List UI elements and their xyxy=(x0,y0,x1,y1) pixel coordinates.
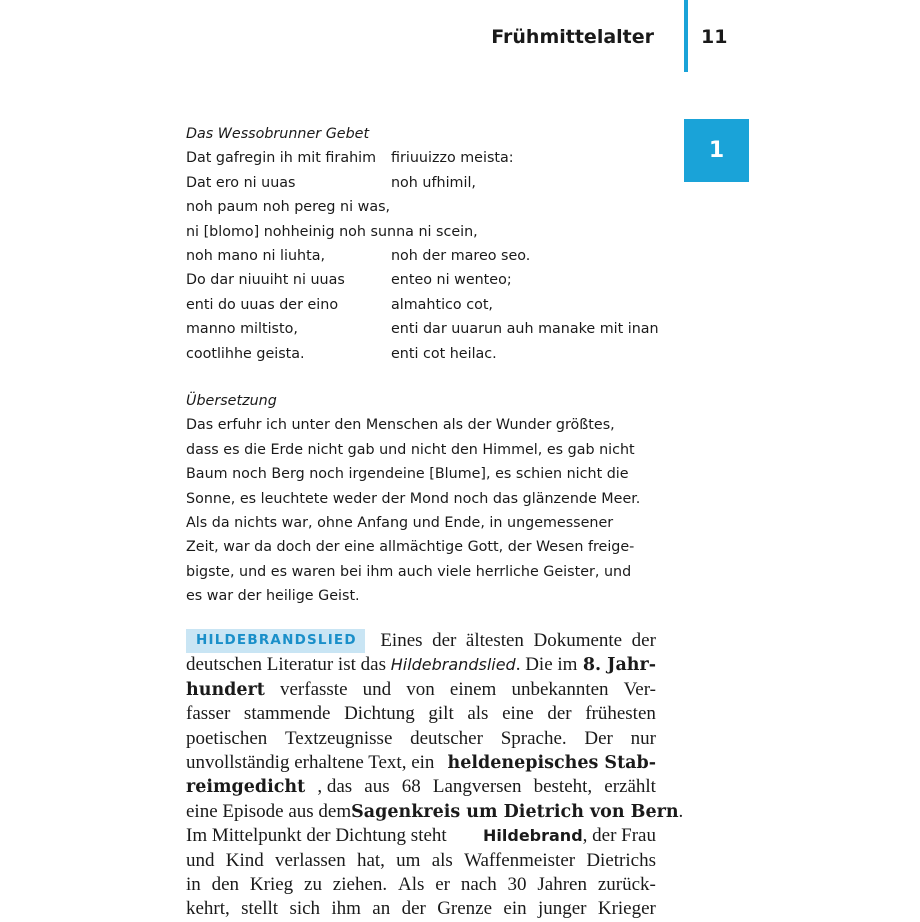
body-word: Der xyxy=(584,727,613,749)
body-word: als xyxy=(431,849,453,871)
body-line xyxy=(186,873,656,897)
body-word: deutscher xyxy=(410,727,483,749)
body-word: den xyxy=(211,874,240,896)
body-word: hat, xyxy=(356,849,385,871)
body-text: eine Episode aus dem xyxy=(186,800,352,822)
body-word: Krieg xyxy=(249,874,294,896)
body-word: Jahren xyxy=(537,874,587,896)
header-divider xyxy=(684,0,688,72)
poem-verse-first-half: Dat gafregin ih mit firahim xyxy=(186,150,377,167)
body-word: der xyxy=(547,703,572,725)
body-word: einem xyxy=(449,678,497,700)
translation-line: dass es die Erde nicht gab und nicht den Himmel, es gab nicht xyxy=(186,441,635,458)
body-emphasis: heldenepisches Stab- xyxy=(447,753,656,774)
body-word: stammende xyxy=(243,703,331,725)
body-line xyxy=(186,727,656,751)
poem-line xyxy=(186,244,666,268)
translation-line: Sonne, es leuchtete weder der Mond noch das glänzende Meer. xyxy=(186,490,641,507)
translation-line: Das erfuhr ich unter den Menschen als der Wunder größtes, xyxy=(186,417,615,434)
chapter-tab xyxy=(684,119,749,182)
body-word: Dietrichs xyxy=(586,849,656,871)
body-word: Dokumente xyxy=(533,630,623,651)
poem-verse-second-half: enti dar uuarun auh manake mit inan xyxy=(391,321,659,338)
body-line xyxy=(186,702,656,726)
body-word: unbekannten xyxy=(511,678,609,700)
translation-block xyxy=(186,389,656,609)
body-word: Kind xyxy=(225,849,264,871)
translation-line: bigste, und es waren bei ihm auch viele herrliche Geister, und xyxy=(186,563,632,580)
body-word: von xyxy=(406,678,435,700)
poem-verse-first-half: Do dar niuuiht ni uuas xyxy=(186,272,345,289)
body-text: deutschen Literatur ist das Hildebrandslied. Die im xyxy=(186,654,578,676)
body-word: in xyxy=(186,874,201,896)
poem-verse-second-half: noh ufhimil, xyxy=(391,174,476,191)
body-word: Eines xyxy=(380,630,423,651)
body-word: und xyxy=(186,849,215,871)
body-word: ältesten xyxy=(465,630,524,651)
body-word: poetischen xyxy=(186,727,268,749)
translation-title: Übersetzung xyxy=(186,393,277,409)
body-word: sich xyxy=(289,898,321,920)
poem-line xyxy=(186,268,666,292)
body-word: um xyxy=(396,849,421,871)
body-word: er xyxy=(435,874,450,896)
body-line xyxy=(186,678,656,702)
poem-verse-second-half: enti cot heilac. xyxy=(391,345,497,362)
work-title: Hildebrandslied xyxy=(390,655,516,675)
body-word: zurück- xyxy=(597,874,656,896)
poem-verse-second-half: enteo ni wenteo; xyxy=(391,272,512,289)
body-word: Krieger xyxy=(597,898,656,920)
translation-line: Baum noch Berg noch irgendeine [Blume], es schien nicht die xyxy=(186,466,629,483)
body-emphasis: 8. Jahr- xyxy=(582,655,656,676)
poem-line xyxy=(186,342,666,366)
body-word: Grenze xyxy=(437,898,493,920)
body-word: nach xyxy=(460,874,497,896)
body-line xyxy=(186,775,656,799)
body-word: und xyxy=(362,678,392,700)
poem-line xyxy=(186,220,666,244)
body-word: 68 xyxy=(401,776,421,798)
body-word: stellt xyxy=(241,898,279,920)
body-word: junger xyxy=(537,898,587,920)
poem-verse-first-half: noh paum noh pereg ni was, xyxy=(186,199,391,216)
body-emphasis: Hildebrand xyxy=(483,826,583,846)
poem-line xyxy=(186,171,666,195)
body-line xyxy=(186,751,656,775)
chapter-tab-number: 1 xyxy=(708,138,725,163)
body-word: frühesten xyxy=(585,703,656,725)
poem-line xyxy=(186,293,666,317)
translation-lines xyxy=(186,413,656,608)
body-word: ihm xyxy=(331,898,361,920)
body-word: der xyxy=(631,630,656,651)
body-word: der xyxy=(401,898,426,920)
body-emphasis: Sagenkreis um Dietrich von Bern xyxy=(351,801,679,822)
body-word: zu xyxy=(304,874,322,896)
page-number: 11 xyxy=(701,26,728,48)
body-word: verlassen xyxy=(275,849,346,871)
poem-verse-second-half: almahtico cot, xyxy=(391,296,493,313)
body-word: Textzeugnisse xyxy=(285,727,393,749)
body-line xyxy=(186,897,656,921)
poem-verse-first-half: ni [blomo] nohheinig noh sunna ni scein, xyxy=(186,223,478,240)
poem-lines xyxy=(186,146,666,366)
body-word: fasser xyxy=(186,703,231,725)
poem-verse-first-half: enti do uuas der eino xyxy=(186,296,339,313)
chapter-title: Frühmittelalter xyxy=(491,26,654,48)
body-word: Langversen xyxy=(432,776,522,798)
poem-verse-first-half: Dat ero ni uuas xyxy=(186,174,296,191)
body-word: gilt xyxy=(428,703,454,725)
keyword-label: HILDEBRANDSLIED xyxy=(186,629,365,653)
poem-verse-first-half: manno miltisto, xyxy=(186,321,298,338)
poem-title: Das Wessobrunner Gebet xyxy=(186,126,370,142)
body-line xyxy=(186,849,656,873)
body-word: eine xyxy=(502,703,534,725)
body-word: Dichtung xyxy=(344,703,415,725)
body-emphasis: reimgedicht xyxy=(186,777,306,798)
body-line: Im Mittelpunkt der Dichtung steht Hildebrand, der Frau xyxy=(186,824,656,848)
body-line: eine Episode aus dem Sagenkreis um Dietrich von Bern. xyxy=(186,800,656,824)
body-emphasis: hundert xyxy=(186,679,265,700)
translation-line: Zeit, war da doch der eine allmächtige Gott, der Wesen freige- xyxy=(186,539,635,556)
body-word: an xyxy=(372,898,391,920)
body-word: aus xyxy=(364,776,390,798)
body-word: Als xyxy=(397,874,425,896)
poem-verse-second-half: firiuuizzo meista: xyxy=(391,150,514,167)
body-word: als xyxy=(467,703,489,725)
body-word: nur xyxy=(630,727,656,749)
body-word: erzählt xyxy=(604,776,656,798)
body-line xyxy=(186,629,656,653)
poem-line xyxy=(186,317,666,341)
body-text: Im Mittelpunkt der Dichtung steht xyxy=(186,825,447,847)
poem-line xyxy=(186,195,666,219)
poem-verse-second-half: noh der mareo seo. xyxy=(391,248,531,265)
body-word: besteht, xyxy=(533,776,593,798)
poem-line xyxy=(186,146,666,170)
body-word: der xyxy=(432,630,457,651)
body-word: verfasste xyxy=(279,678,348,700)
body-word: ziehen. xyxy=(332,874,388,896)
body-line xyxy=(186,653,656,677)
body-word: Sprache. xyxy=(500,727,567,749)
poem-verse-first-half: noh mano ni liuhta, xyxy=(186,248,326,265)
body-word: , das xyxy=(317,776,353,798)
translation-line: es war der heilige Geist. xyxy=(186,588,360,605)
poem-block xyxy=(186,122,666,366)
body-paragraph xyxy=(186,629,684,922)
poem-verse-first-half: cootlihhe geista. xyxy=(186,345,305,362)
body-word: kehrt, xyxy=(186,898,230,920)
body-word: Ver- xyxy=(623,678,656,700)
body-word: Waffenmeister xyxy=(464,849,576,871)
body-word: 30 xyxy=(507,874,527,896)
body-word: ein xyxy=(503,898,527,920)
body-text: unvollständig erhaltene Text, ein xyxy=(186,752,435,774)
translation-line: Als da nichts war, ohne Anfang und Ende, in ungemessener xyxy=(186,515,614,532)
